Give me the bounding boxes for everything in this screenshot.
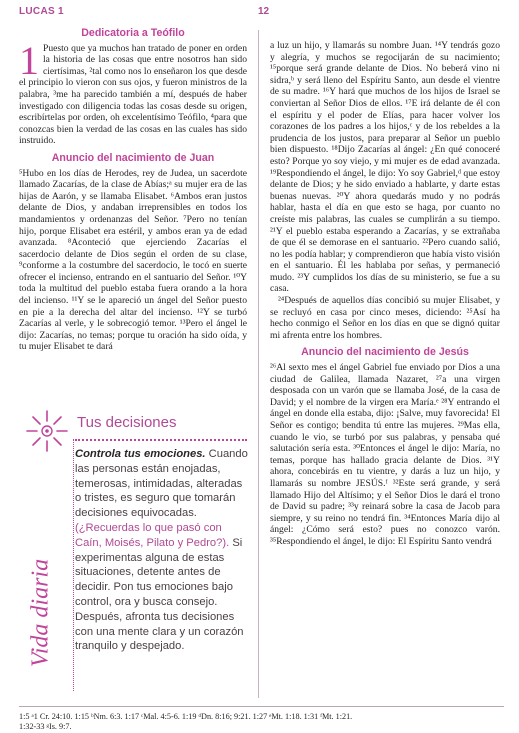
paragraph-continuation: a luz un hijo, y llamarás su nombre Juan. ¹⁴Y tendrás gozo y alegría, y muchos se regocijarán de su nacimiento; ¹⁵porque será grande delante de Dios. No beberá vino ni sidra,ᵇ y será lleno del Espíritu Santo, aun desde el vientre de su madre. ¹⁶Y hará que muchos de los hijos de Israel se conviertan al Señor Dios de ellos. ¹⁷E irá delante de él con el espíritu y el poder de Elías, para hacer volver los corazones de los padres a los hijos,ᶜ y de los rebeldes a la prudencia de los justos, para preparar al Señor un pueblo bien dispuesto. ¹⁸Dijo Zacarías al ángel: ¿En qué conoceré esto? Porque yo soy viejo, y mi mujer es de edad avanzada. ¹⁹Respondiendo el ángel, le dijo: Yo soy Gabriel,ᵈ que estoy delante de Dios; y he sido enviado a hablarte, y darte estas buenas nuevas. ²⁰Y ahora quedarás mudo y no podrás hablar, hasta el día en que esto se haga, por cuanto no creíste mis palabras, las cuales se cumplirán a su tiempo. ²¹Y el pueblo estaba esperando a Zacarías, y se extrañaba de que él se demorase en el santuario. ²²Pero cuando salió, no les podía hablar; y comprendieron que había visto visión en el santuario. Él les hablaba por señas, y permaneció mudo. ²³Y cumplidos los días de su ministerio, se fue a su casa. [270, 40, 500, 295]
sidebar-vertical-label [17, 533, 65, 693]
paragraph-john-announcement: ⁵Hubo en los días de Herodes, rey de Judea, un sacerdote llamado Zacarías, de la clase de Abías;ᵃ su mujer era de las hijas de Aarón, y se llamaba Elisabet. ⁶Ambos eran justos delante de Dios, y andaban irreprensibles en todos los mandamientos y ordenanzas del Señor. ⁷Pero no tenían hijo, porque Elisabet era estéril, y ambos eran ya de edad avanzada. ⁸Aconteció que ejerciendo Zacarías el sacerdocio delante de Dios según el orden de su clase, ⁹conforme a la costumbre del sacerdocio, le tocó en suerte ofrecer el incienso, entrando en el santuario del Señor. ¹⁰Y toda la multitud del pueblo estaba fuera orando a la hora del incienso. ¹¹Y se le apareció un ángel del Señor puesto en pie a la derecha del altar del incienso. ¹²Y se turbó Zacarías al verle, y le sobrecogió temor. ¹³Pero el ángel le dijo: Zacarías, no temas; porque tu oración ha sido oída, y tu mujer Elisabet te dará [19, 167, 247, 353]
dotted-rule [75, 439, 247, 443]
section-heading-dedication: Dedicatoria a Teófilo [81, 27, 185, 39]
page-number: 12 [258, 6, 270, 17]
column-divider [258, 30, 259, 698]
sidebar-text-2: Si experimentas alguna de estas situaciones, detente antes de decidir. Pon tus emociones bajo control, ora y busca consejo. Después, afronta tus decisiones con una mente clara y un corazón tranquilo y despejado. [75, 536, 244, 653]
left-column [19, 26, 247, 353]
footnote-line: 1:32-33 ᵍIs. 9:7. [19, 722, 72, 732]
paragraph-dedication [19, 37, 247, 147]
daily-life-sidebar [19, 403, 251, 695]
footnotes [19, 712, 504, 733]
chapter-number: 1 [19, 37, 39, 83]
paragraph-jesus-announcement: ²⁶Al sexto mes el ángel Gabriel fue enviado por Dios a una ciudad de Galilea, llamada Nazaret, ²⁷a una virgen desposada con un varón que se llamaba José, de la casa de David; y el nombre de la virgen era María.ᵉ ²⁸Y entrando el ángel en donde ella estaba, dijo: ¡Salve, muy favorecida! El Señor es contigo; bendita tú entre las mujeres. ²⁹Mas ella, cuando le vio, se turbó por sus palabras, y pensaba qué salutación sería esta. ³⁰Entonces el ángel le dijo: María, no temas, porque has hallado gracia delante de Dios. ³¹Y ahora, concebirás en tu vientre, y darás a luz un hijo, y llamarás su nombre JESÚS.ᶠ ³²Este será grande, y será llamado Hijo del Altísimo; y el Señor Dios le dará el trono de David su padre; ³³y reinará sobre la casa de Jacob para siempre, y su reino no tendrá fin. ³⁴Entonces María dijo al ángel: ¿Cómo será esto? pues no conozco varón. ³⁵Respondiendo el ángel, le dijo: El Espíritu Santo vendrá [270, 362, 500, 547]
footnote-line: 1:5 ᵃ1 Cr. 24:10. 1:15 ᵇNm. 6:3. 1:17 ᶜMal. 4:5-6. 1:19 ᵈDn. 8:16; 9:21. 1:27 ᵉMt. 1:18. 1:31 ᶠMt. 1:21. [19, 712, 353, 721]
sunburst-icon [25, 409, 69, 453]
paragraph-text: Puesto que ya muchos han tratado de poner en orden la historia de las cosas que entre nosotros han sido ciertísimas, ²tal como nos lo enseñaron los que desde el principio lo vieron con sus ojos, y fueron ministros de la palabra, ³me ha parecido también a mí, después de haber investigado con diligencia todas las cosas desde su origen, escribírtelas por orden, oh excelentísimo Teófilo, ⁴para que conozcas bien la verdad de las cosas en las cuales has sido instruido. [19, 42, 247, 147]
paragraph-elisabet: ²⁴Después de aquellos días concibió su mujer Elisabet, y se recluyó en casa por cinco meses, diciendo: ²⁵Así ha hecho conmigo el Señor en los días en que se dignó quitar mi afrenta entre los hombres. [270, 295, 500, 341]
section-heading-jesus: Anuncio del nacimiento de Jesús [301, 346, 469, 359]
running-header-book: LUCAS 1 [19, 6, 64, 17]
sidebar-body [75, 447, 251, 654]
footnote-rule [19, 706, 504, 707]
sidebar-accent-text: (¿Recuerdas lo que pasó con Caín, Moisés, Pilato y Pedro?). [75, 521, 230, 549]
sidebar-lead: Controla tus emociones. [75, 448, 206, 460]
section-heading-john: Anuncio del nacimiento de Juan [51, 151, 215, 164]
vertical-label-text: Vida diaria [27, 558, 54, 668]
sidebar-title: Tus decisiones [77, 414, 177, 431]
right-column [270, 40, 500, 548]
sidebar-text-1: Cuando las personas están enojadas, temerosas, intimidadas, alteradas o tristes, es seguro que tomarán decisiones equivocadas. [75, 448, 248, 520]
